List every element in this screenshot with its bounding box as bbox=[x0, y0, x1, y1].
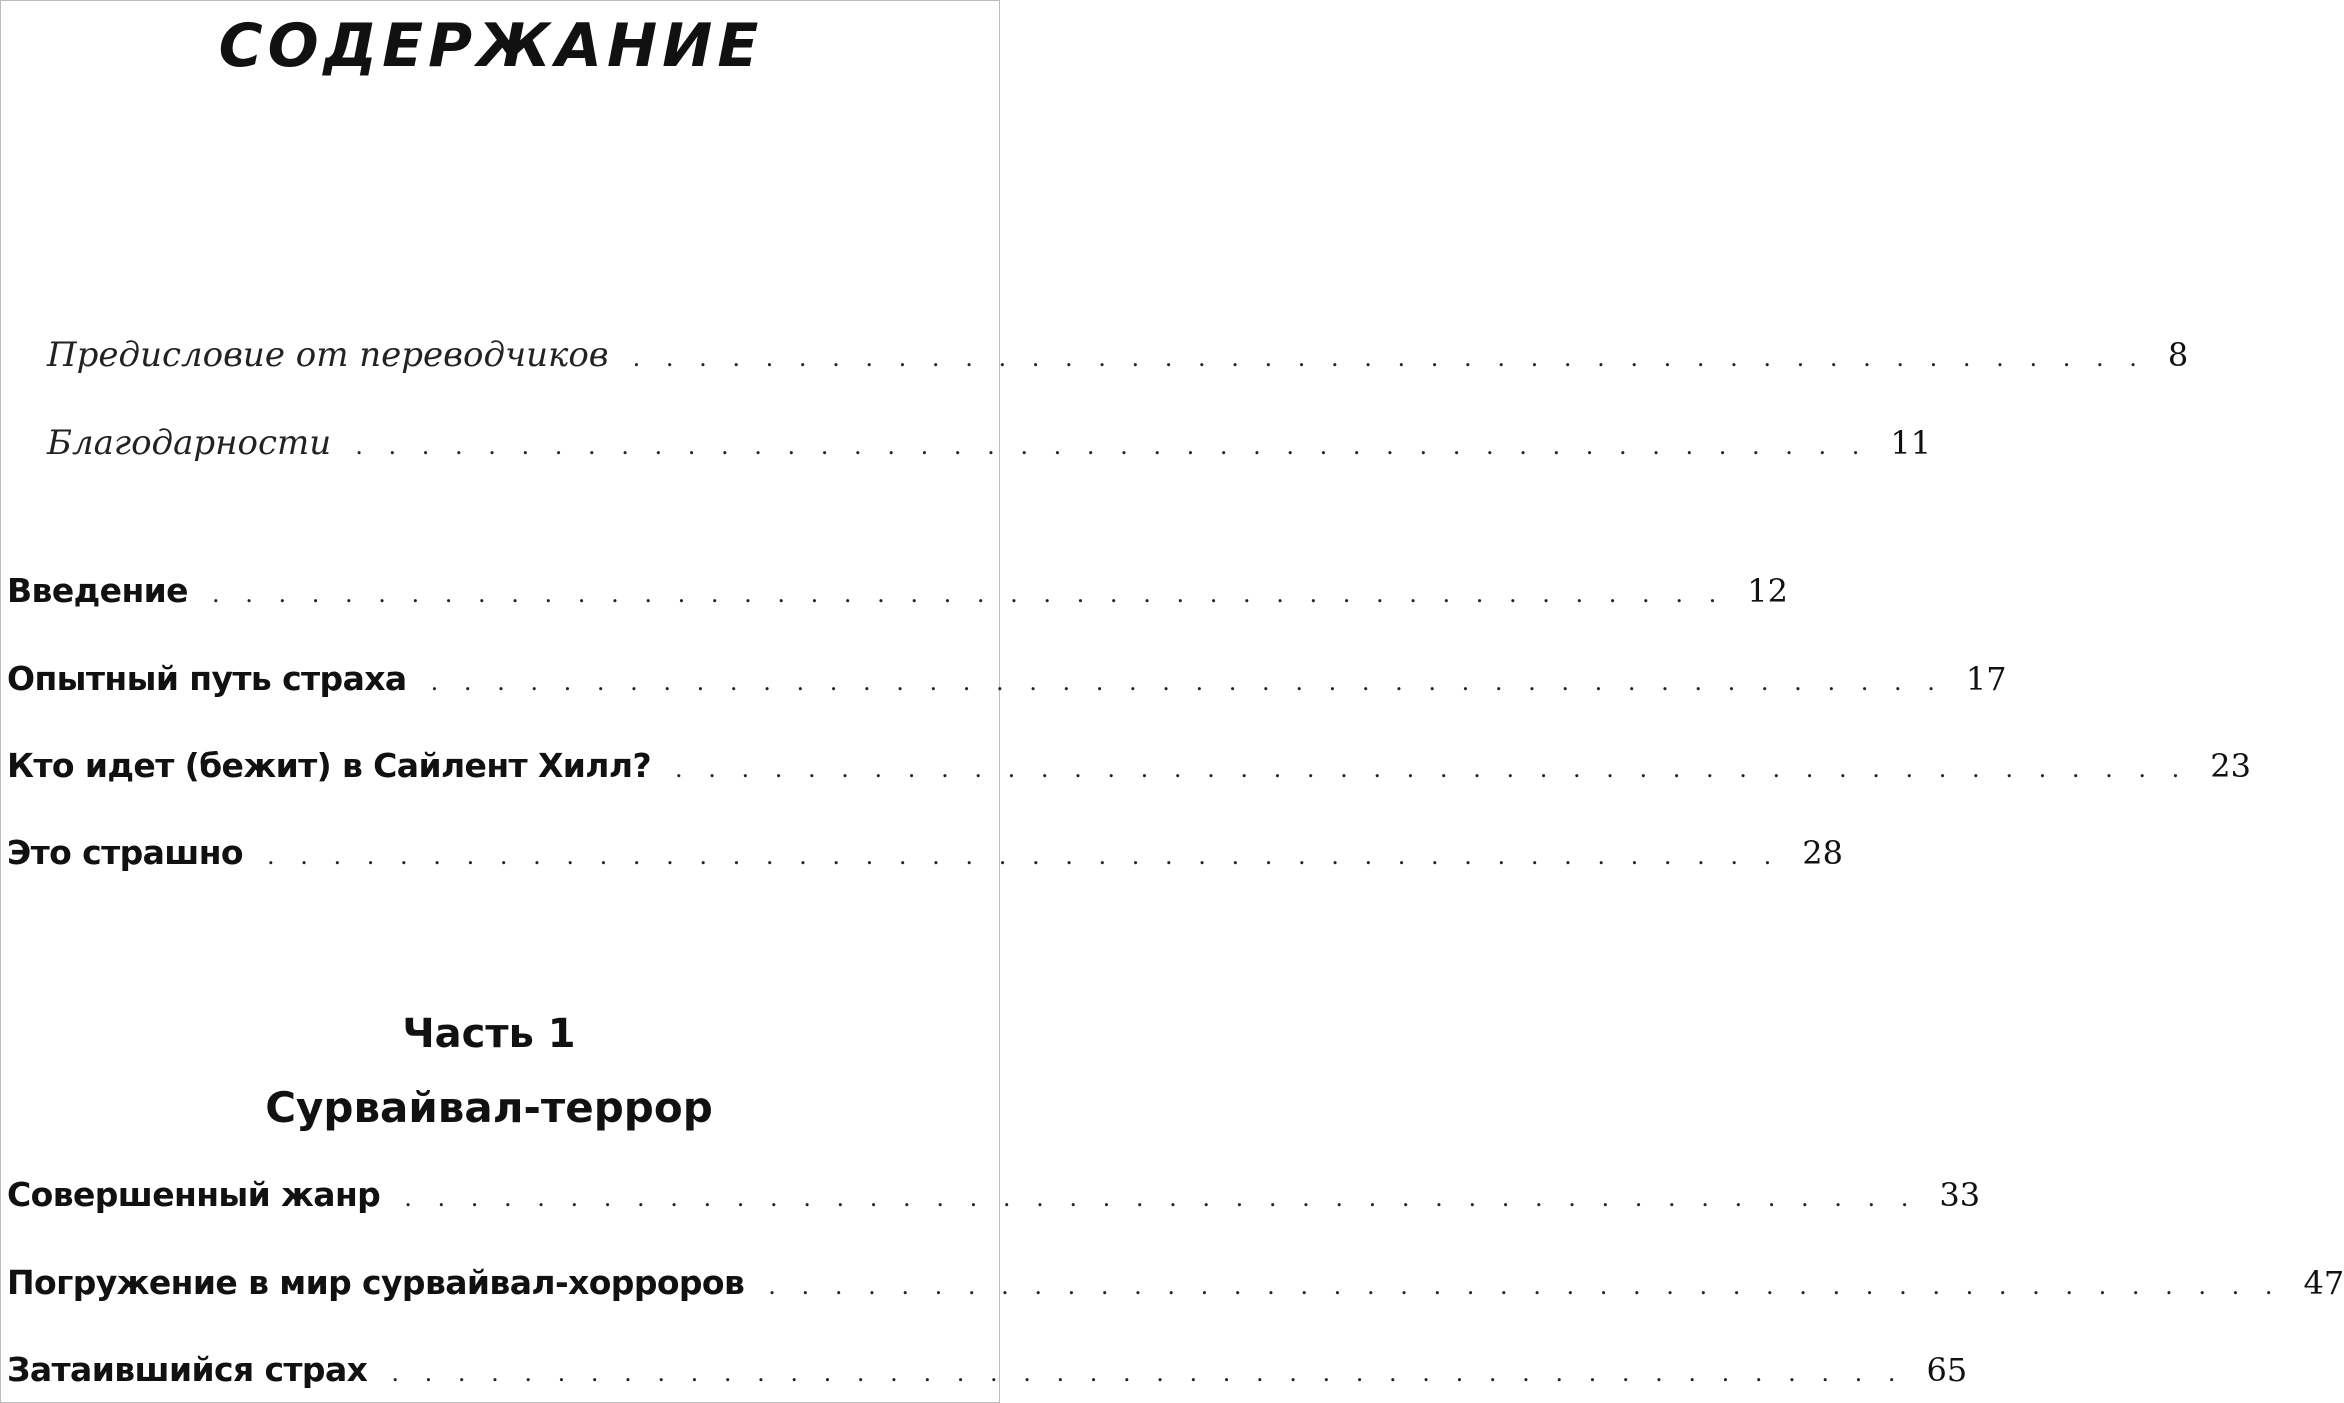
toc-entry-label: Введение bbox=[7, 571, 188, 610]
toc-entry bbox=[7, 1263, 2344, 1315]
toc-entry bbox=[7, 1350, 1968, 1402]
toc-entry bbox=[7, 1175, 1981, 1227]
toc-entry-page: 23 bbox=[2210, 747, 2251, 785]
toc-entry-label: Погружение в мир сурвайвал-хорроров bbox=[7, 1263, 745, 1302]
toc-entry-page: 65 bbox=[1926, 1351, 1968, 1389]
part-number-heading: Часть 1 bbox=[402, 1011, 576, 1057]
toc-entry-page: 47 bbox=[2303, 1264, 2344, 1302]
dot-leader: . . . . . . . . . . . . . . . . . . . . . . . . . . . . . . . . . . . . . . . . . . . . . . bbox=[267, 842, 1781, 870]
toc-entry bbox=[7, 571, 1788, 623]
toc-entry-label: Предисловие от переводчиков bbox=[47, 335, 609, 375]
toc-entry-label: Это страшно bbox=[7, 833, 244, 872]
toc-entry-label: Совершенный жанр bbox=[7, 1175, 381, 1214]
dot-leader: . . . . . . . . . . . . . . . . . . . . . . . . . . . . . . . . . . . . . . . . . . . . . . bbox=[211, 580, 1726, 608]
toc-entry-page: 11 bbox=[1890, 424, 1932, 462]
toc-entry bbox=[7, 746, 2251, 798]
dot-leader: . . . . . . . . . . . . . . . . . . . . . . . . . . . . . . . . . . . . . . . . . . . . . . bbox=[675, 755, 2189, 783]
page-title: СОДЕРЖАНИЕ bbox=[218, 11, 764, 81]
toc-entry bbox=[47, 423, 1932, 475]
dot-leader: . . . . . . . . . . . . . . . . . . . . . . . . . . . . . . . . . . . . . . . . . . . . . . bbox=[391, 1359, 1905, 1387]
toc-entry-label: Опытный путь страха bbox=[7, 659, 407, 698]
toc-entry-page: 8 bbox=[2167, 336, 2189, 374]
dot-leader: . . . . . . . . . . . . . . . . . . . . . . . . . . . . . . . . . . . . . . . . . . . . . . bbox=[632, 344, 2146, 372]
toc-entry bbox=[7, 659, 2007, 711]
toc-entry-label: Благодарности bbox=[47, 423, 332, 463]
dot-leader: . . . . . . . . . . . . . . . . . . . . . . . . . . . . . . . . . . . . . . . . . . . . . . bbox=[404, 1184, 1918, 1212]
toc-entry-page: 12 bbox=[1747, 572, 1788, 610]
toc-entry-page: 33 bbox=[1939, 1176, 1981, 1214]
dot-leader: . . . . . . . . . . . . . . . . . . . . . . . . . . . . . . . . . . . . . . . . . . . . . . bbox=[768, 1272, 2282, 1300]
toc-entry-page: 17 bbox=[1965, 660, 2007, 698]
part-title-heading: Сурвайвал-террор bbox=[265, 1083, 713, 1132]
toc-entry bbox=[7, 833, 1843, 885]
dot-leader: . . . . . . . . . . . . . . . . . . . . . . . . . . . . . . . . . . . . . . . . . . . . . . bbox=[355, 432, 1869, 460]
toc-entry-label: Затаившийся страх bbox=[7, 1350, 368, 1389]
toc-entry bbox=[47, 335, 2189, 387]
toc-entry-label: Кто идет (бежит) в Сайлент Хилл? bbox=[7, 746, 651, 785]
dot-leader: . . . . . . . . . . . . . . . . . . . . . . . . . . . . . . . . . . . . . . . . . . . . . . bbox=[430, 668, 1944, 696]
toc-entry-page: 28 bbox=[1802, 834, 1843, 872]
